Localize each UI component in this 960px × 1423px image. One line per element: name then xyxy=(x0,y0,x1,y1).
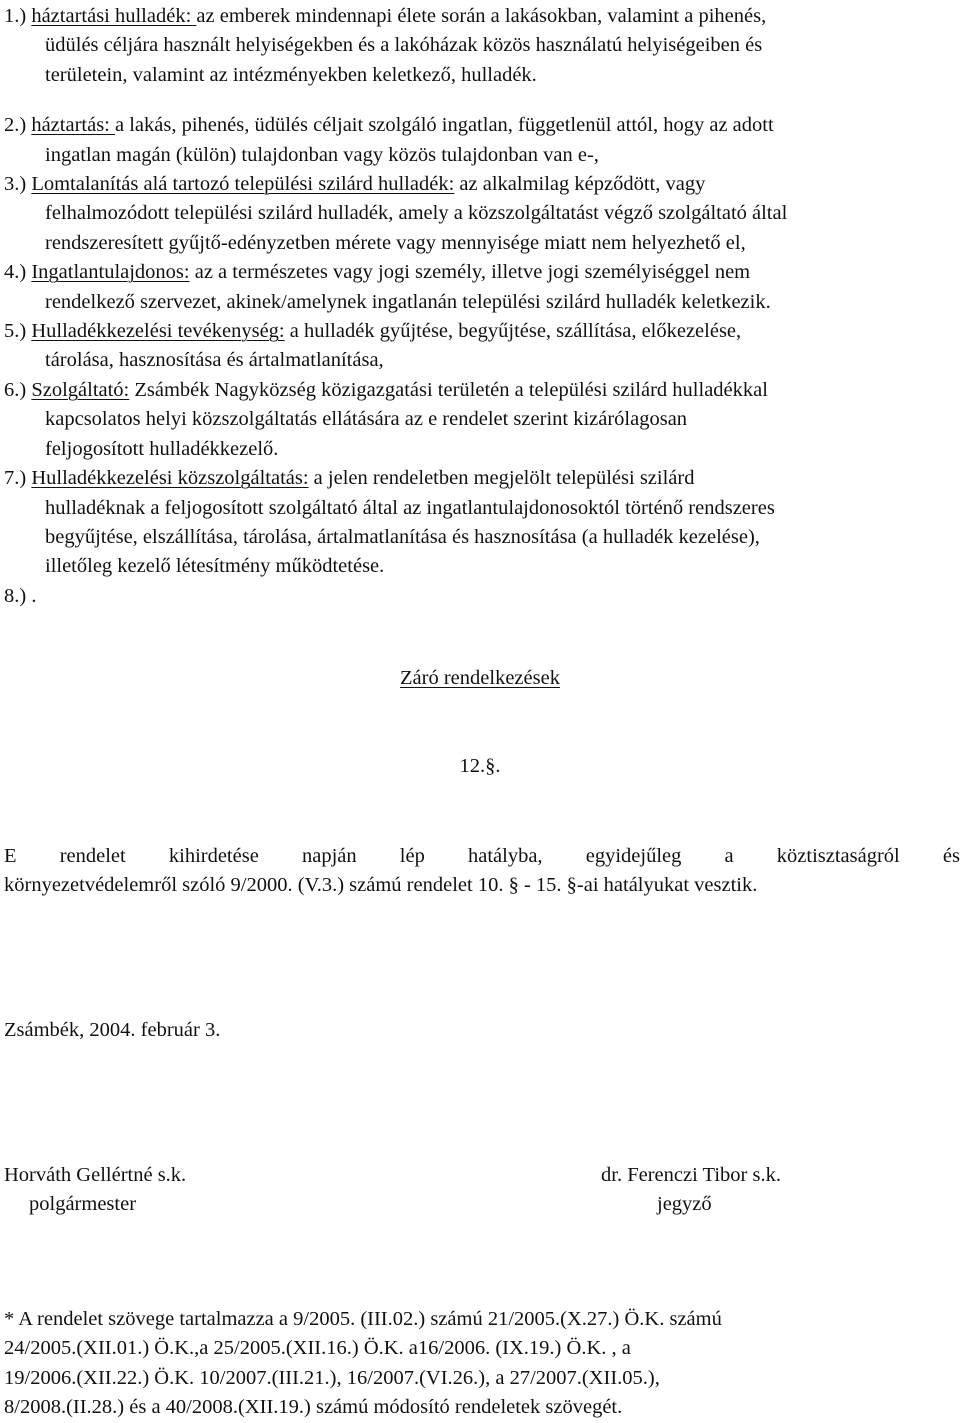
footnote-line: 8/2008.(II.28.) és a 40/2008.(XII.19.) számú módosító rendeletek szövegét. xyxy=(4,1396,623,1419)
definition-text: tárolása, hasznosítása és ártalmatlanítása, xyxy=(45,349,384,372)
place-date: Zsámbék, 2004. február 3. xyxy=(4,1019,221,1041)
closing-paragraph-line: környezetvédelemről szóló 9/2000. (V.3.) számú rendelet 10. § - 15. §-ai hatályukat vesztik. xyxy=(4,874,758,897)
definition-term: Hulladékkezelési tevékenység: xyxy=(31,320,285,343)
definition-term: Szolgáltató: xyxy=(31,378,130,401)
definition-number: 5.) xyxy=(4,320,27,343)
definition-term: Lomtalanítás alá tartozó települési szilárd hulladék: xyxy=(31,173,455,196)
closing-heading-text: Záró rendelkezések xyxy=(400,667,560,689)
definition-text: területein, valamint az intézményekben keletkező, hulladék. xyxy=(45,63,537,86)
signature-right xyxy=(601,1161,781,1220)
definition-text: . xyxy=(26,584,37,607)
definition-text: hulladéknak a feljogosított szolgáltató által az ingatlantulajdonosoktól történő rendszeres xyxy=(45,496,775,519)
definition-text: üdülés céljára használt helyiségekben és a lakóházak közös használatú helyiségeiben és xyxy=(45,34,763,57)
definition-text: rendszeresített gyűjtő-edényzetben mérete vagy mennyisége miatt nem helyezhető el, xyxy=(45,231,746,254)
definition-term: háztartás: xyxy=(31,114,115,137)
definition-item xyxy=(4,258,960,317)
definition-text: felhalmozódott települési szilárd hulladék, amely a közszolgáltatást végző szolgáltató által xyxy=(45,202,788,225)
definition-text: begyűjtése, elszállítása, tárolása, ártalmatlanítása és hasznosítása (a hulladék kezelése), xyxy=(45,525,760,548)
definition-text: az alkalmilag képződött, vagy xyxy=(454,173,706,196)
definition-text: Zsámbék Nagyközség közigazgatási területén a települési szilárd hulladékkal xyxy=(129,378,768,401)
definition-item xyxy=(4,111,960,170)
definition-item xyxy=(4,170,960,258)
definition-text: az a természetes vagy jogi személy, illetve jogi személyiséggel nem xyxy=(189,261,751,284)
definition-text: illetőleg kezelő létesítmény működtetése. xyxy=(45,555,385,578)
definition-item xyxy=(4,2,960,90)
closing-paragraph-line: E rendelet kihirdetése napján lép hatályba, egyidejűleg a köztisztaságról és xyxy=(4,845,960,867)
definition-item xyxy=(4,464,960,582)
definition-text: feljogosított hulladékkezelő. xyxy=(45,437,279,460)
definition-text: a lakás, pihenés, üdülés céljait szolgáló ingatlan, függetlenül attól, hogy az adott xyxy=(115,114,774,137)
footnote xyxy=(4,1305,960,1423)
definition-number: 8.) xyxy=(4,584,27,607)
definition-term: háztartási hulladék: xyxy=(31,5,197,27)
definition-number: 6.) xyxy=(4,378,27,401)
definition-text: rendelkező szervezet, akinek/amelynek ingatlanán települési szilárd hulladék keletkezik. xyxy=(45,290,771,313)
definition-number: 3.) xyxy=(4,173,27,196)
definition-text: ingatlan magán (külön) tulajdonban vagy közös tulajdonban van e-, xyxy=(45,143,599,166)
definition-item xyxy=(4,317,960,376)
closing-heading xyxy=(0,667,960,690)
section-number: 12.§. xyxy=(459,755,501,777)
definition-item xyxy=(4,376,960,464)
definition-number: 2.) xyxy=(4,114,27,137)
footnote-line: * A rendelet szövege tartalmazza a 9/2005. (III.02.) számú 21/2005.(X.27.) Ö.K. számú xyxy=(4,1308,722,1330)
signatory-title: jegyző xyxy=(657,1193,712,1216)
definitions-list xyxy=(4,2,960,611)
definition-term: Hulladékkezelési közszolgáltatás: xyxy=(31,467,309,490)
footnote-line: 24/2005.(XII.01.) Ö.K.,a 25/2005.(XII.16.) Ö.K. a16/2006. (IX.19.) Ö.K. , a xyxy=(4,1337,631,1360)
signature-left xyxy=(4,1161,186,1220)
definition-number: 1.) xyxy=(4,5,27,27)
definition-text: a hulladék gyűjtése, begyűjtése, szállítása, előkezelése, xyxy=(284,320,742,343)
signatory-name: dr. Ferenczi Tibor s.k. xyxy=(601,1164,781,1186)
footnote-line: 19/2006.(XII.22.) Ö.K. 10/2007.(III.21.), 16/2007.(VI.26.), a 27/2007.(XII.05.), xyxy=(4,1366,660,1389)
definition-item xyxy=(4,582,960,611)
definition-text: az emberek mindennapi élete során a lakásokban, valamint a pihenés, xyxy=(196,5,767,27)
signatory-name: Horváth Gellértné s.k. xyxy=(4,1164,187,1186)
definition-number: 7.) xyxy=(4,467,27,490)
definition-text: kapcsolatos helyi közszolgáltatás ellátására az e rendelet szerint kizárólagosan xyxy=(45,408,688,431)
definition-number: 4.) xyxy=(4,261,27,284)
definition-term: Ingatlantulajdonos: xyxy=(31,261,190,284)
closing-paragraph xyxy=(4,842,960,901)
definition-text: a jelen rendeletben megjelölt települési szilárd xyxy=(308,467,695,490)
signatory-title: polgármester xyxy=(29,1193,137,1216)
